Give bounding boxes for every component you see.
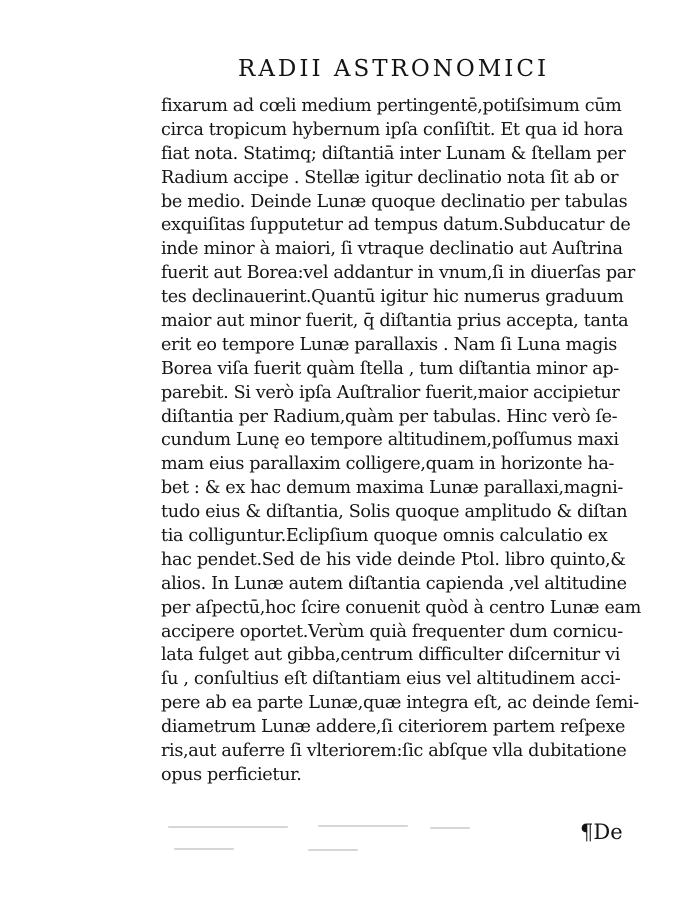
text-line: tia colliguntur.Eclipſium quoque omnis calculatio ex — [161, 526, 608, 547]
text-line: cundum Lunę eo tempore altitudinem,poſſumus maxi — [161, 430, 619, 451]
text-line: be medio. Deinde Lunæ quoque declinatio per tabulas — [161, 191, 628, 212]
text-line: per aſpectū,hoc ſcire conuenit quòd à centro Lunæ eam — [161, 597, 642, 618]
text-line: alios. In Lunæ autem diſtantia capienda ,vel altitudine — [161, 573, 627, 594]
show-through-bleed — [168, 818, 468, 864]
text-line: ſu , conſultius eſt diſtantiam eius vel altitudinem acci- — [161, 669, 621, 690]
text-line: circa tropicum hybernum ipſa conſiſtit. Et qua id hora — [161, 119, 623, 140]
text-block — [161, 95, 642, 788]
text-line: accipere oportet.Verùm quià frequenter dum cornicu- — [161, 621, 623, 642]
text-line: fuerit aut Borea:vel addantur in vnum,ſi in diuerſas par — [161, 263, 635, 284]
text-line: ris,aut auferre ſi vlteriorem:ſic abſque vlla dubitatione — [161, 741, 627, 762]
text-line: parebit. Si verò ipſa Auſtralior fuerit,maior accipietur — [161, 382, 620, 403]
text-line: hac pendet.Sed de his vide deinde Ptol. libro quinto,& — [161, 549, 626, 570]
text-line: Radium accipe . Stellæ igitur declinatio nota ſit ab or — [161, 167, 619, 188]
text-line: opus perficietur. — [161, 764, 302, 785]
text-line: maior aut minor fuerit, q̄ diſtantia prius accepta, tanta — [161, 311, 629, 332]
text-line: fiat nota. Statimq; diſtantiā inter Lunam & ſtellam per — [161, 143, 626, 164]
text-line: exquiſitas ſupputetur ad tempus datum.Subducatur de — [161, 215, 631, 236]
text-line: tes declinauerint.Quantū igitur hic numerus graduum — [161, 287, 624, 308]
text-line: pere ab ea parte Lunæ,quæ integra eſt, ac deinde ſemi- — [161, 693, 639, 714]
text-line: diſtantia per Radium,quàm per tabulas. Hinc verò ſe- — [161, 406, 618, 427]
text-line: Borea viſa fuerit quàm ſtella , tum diſtantia minor ap- — [161, 358, 619, 379]
text-line: bet : & ex hac demum maxima Lunæ parallaxi,magni- — [161, 478, 623, 499]
text-line: fixarum ad cœli medium pertingentē,potiſsimum cūm — [161, 96, 622, 116]
text-line: lata fulget aut gibba,centrum difficulter diſcernitur vi — [161, 645, 620, 666]
text-line: diametrum Lunæ addere,ſi citeriorem partem reſpexe — [161, 717, 626, 738]
text-line: mam eius parallaxim colligere,quam in horizonte ha- — [161, 454, 615, 475]
text-line: inde minor à maiori, ſi vtraque declinatio aut Auſtrina — [161, 239, 623, 260]
text-line: erit eo tempore Lunæ parallaxis . Nam ſi Luna magis — [161, 334, 617, 355]
catchword: ¶De — [580, 820, 623, 844]
running-title: RADII ASTRONOMICI — [238, 56, 550, 82]
text-line: tudo eius & diſtantia, Solis quoque amplitudo & diſtan — [161, 502, 628, 523]
